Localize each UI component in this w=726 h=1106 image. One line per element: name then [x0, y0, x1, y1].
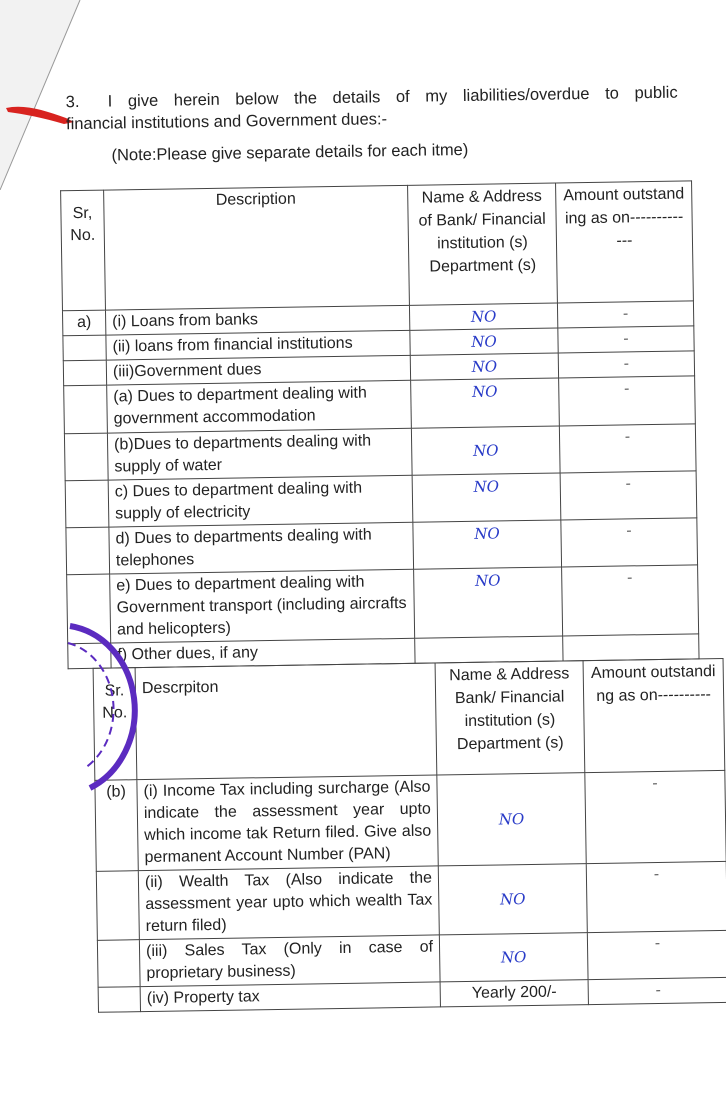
row-description: (ii) loans from financial institutions — [106, 330, 410, 360]
row-description: c) Dues to department dealing with supply of electricity — [108, 475, 413, 527]
row-description: d) Dues to departments dealing with telephones — [109, 522, 414, 574]
row-description: (iv) Property tax — [140, 982, 440, 1012]
row-name — [415, 636, 563, 663]
header-description: Description — [104, 185, 410, 310]
row-amount: - — [585, 770, 726, 863]
row-name: NO — [438, 864, 587, 935]
liabilities-tables — [60, 180, 726, 1013]
section-label: a) — [62, 310, 105, 336]
row-description: (i) Income Tax including surcharge (Also indicate the assessment year upto which income tak Return filed. Give also permanent Account Number (PAN) — [137, 775, 438, 871]
header-description: Descrpiton — [135, 663, 437, 780]
section-label: (b) — [95, 780, 138, 872]
intro-line-2: financial institutions and Government dues:- — [65, 110, 388, 134]
row-amount: - — [561, 518, 698, 567]
header-name-address: Name & Address Bank/ Financial institution (s) Department (s) — [435, 661, 585, 775]
row-name: NO — [410, 353, 558, 380]
row-description: (iii) Sales Tax (Only in case of proprietary business) — [139, 935, 440, 987]
row-amount: - — [559, 376, 696, 426]
row-amount: - — [559, 424, 696, 473]
table-row — [95, 770, 726, 871]
row-amount: - — [562, 565, 699, 636]
row-amount: - — [587, 930, 726, 979]
row-description: f) Other dues, if any — [111, 638, 415, 668]
row-amount: - — [588, 977, 726, 1004]
row-name: NO — [413, 520, 562, 569]
row-amount — [563, 634, 699, 661]
row-name: Yearly 200/- — [440, 980, 588, 1007]
section-number: 3. — [65, 92, 80, 112]
intro-paragraph — [66, 82, 679, 136]
row-amount: - — [586, 861, 726, 932]
row-name: NO — [414, 567, 563, 638]
row-description: (a) Dues to department dealing with government accommodation — [107, 380, 412, 433]
liabilities-table-b — [93, 658, 726, 1013]
row-name: NO — [409, 303, 557, 330]
row-amount: - — [558, 326, 694, 353]
header-amount: Amount outstanding as on------------- — [556, 181, 694, 303]
row-name: NO — [411, 426, 560, 475]
header-name-address: Name & Address of Bank/ Financial institution (s) Department (s) — [408, 183, 558, 305]
row-amount: - — [560, 471, 697, 520]
row-name: NO — [437, 773, 586, 866]
table-row — [96, 861, 726, 940]
row-amount: - — [557, 301, 693, 328]
row-amount: - — [558, 351, 694, 378]
row-name: NO — [410, 328, 558, 355]
liabilities-table-a — [60, 180, 699, 669]
table-header-row — [61, 181, 694, 311]
table-header-row — [93, 658, 725, 780]
table-row — [67, 565, 699, 644]
row-name: NO — [411, 378, 560, 428]
intro-note: (Note:Please give separate details for each itme) — [111, 140, 469, 165]
row-name: NO — [412, 473, 561, 522]
row-name: NO — [439, 933, 588, 982]
header-sr-no: Sr. No. — [93, 668, 137, 781]
intro-line-1: I give herein below the details of my liabilities/overdue to public — [107, 83, 678, 111]
row-description: (i) Loans from banks — [105, 305, 409, 335]
header-sr-no: Sr, No. — [61, 190, 106, 311]
row-description: (ii) Wealth Tax (Also indicate the assessment year upto which wealth Tax return filed) — [138, 866, 439, 940]
row-description: (b)Dues to departments dealing with supply of water — [107, 428, 412, 480]
header-amount: Amount outstanding as on---------- — [583, 658, 725, 772]
row-description: (iii)Government dues — [106, 355, 410, 385]
row-description: e) Dues to department dealing with Government transport (including aircrafts and helicopters) — [110, 569, 415, 643]
